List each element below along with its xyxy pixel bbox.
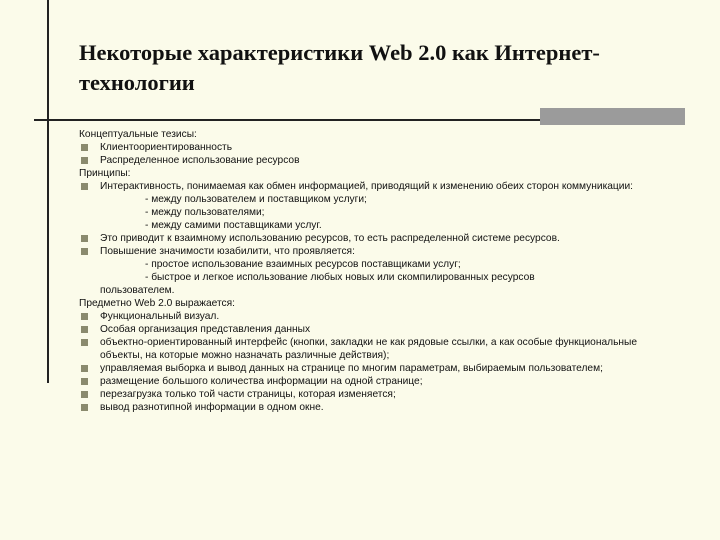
list-item	[79, 362, 679, 375]
square-bullet-icon	[81, 313, 88, 320]
list-item-text: размещение большого количества информации на одной странице;	[100, 376, 423, 387]
list-item-text: - между пользователем и поставщиком услуги;	[145, 194, 367, 205]
list-item	[79, 375, 679, 388]
sub-item	[79, 206, 679, 219]
slide-title-line-2: технологии	[79, 70, 195, 95]
list-item-text: - быстрое и легкое использование любых новых или скомпилированных ресурсов	[145, 272, 535, 283]
square-bullet-icon	[81, 235, 88, 242]
square-bullet-icon	[81, 339, 88, 346]
list-item	[79, 388, 679, 401]
list-item	[79, 323, 679, 336]
list-item-text: Предметно Web 2.0 выражается:	[79, 298, 235, 309]
list-item-continuation	[79, 284, 679, 297]
list-item-text: Повышение значимости юзабилити, что проявляется:	[100, 246, 355, 257]
slide-title	[79, 38, 679, 98]
list-item-text: Особая организация представления данных	[100, 324, 311, 335]
list-item-text: - простое использование взаимных ресурсов поставщиками услуг;	[145, 259, 461, 270]
square-bullet-icon	[81, 378, 88, 385]
list-item	[79, 336, 679, 362]
slide-title-line-1: Некоторые характеристики Web 2.0 как Интернет-	[79, 40, 600, 65]
list-item-text: управляемая выборка и вывод данных на странице по многим параметрам, выбираемым пользователем;	[100, 363, 603, 374]
title-underline-rule	[34, 119, 540, 121]
list-item-text: объектно-ориентированный интерфейс (кнопки, закладки не как рядовые ссылки, а как особые функциональные объекты, на которые можно назначать различные действия);	[100, 337, 637, 361]
square-bullet-icon	[81, 391, 88, 398]
square-bullet-icon	[81, 404, 88, 411]
sub-item	[79, 258, 679, 271]
section-heading	[79, 297, 679, 310]
sub-item	[79, 193, 679, 206]
list-item	[79, 180, 679, 193]
list-item-text: вывод разнотипной информации в одном окне.	[100, 402, 324, 413]
list-item	[79, 154, 679, 167]
list-item	[79, 401, 679, 414]
list-item-text: Это приводит к взаимному использованию ресурсов, то есть распределенной системе ресурсов.	[100, 233, 560, 244]
list-item-text: - между самими поставщиками услуг.	[145, 220, 322, 231]
list-item	[79, 141, 679, 154]
list-item	[79, 310, 679, 323]
list-item-text: - между пользователями;	[145, 207, 265, 218]
square-bullet-icon	[81, 144, 88, 151]
list-item	[79, 232, 679, 245]
list-item-text: Функциональный визуал.	[100, 311, 220, 322]
sub-item	[79, 219, 679, 232]
square-bullet-icon	[81, 365, 88, 372]
list-item-text: Концептуальные тезисы:	[79, 129, 197, 140]
sub-item	[79, 271, 679, 284]
section-heading	[79, 167, 679, 180]
list-item-text: Клиентоориентированность	[100, 142, 233, 153]
square-bullet-icon	[81, 326, 88, 333]
square-bullet-icon	[81, 157, 88, 164]
slide-body	[79, 128, 679, 414]
square-bullet-icon	[81, 183, 88, 190]
title-accent-block	[540, 108, 685, 125]
list-item-text: перезагрузка только той части страницы, которая изменяется;	[100, 389, 396, 400]
list-item-text: Интерактивность, понимаемая как обмен информацией, приводящий к изменению обеих сторон коммуникации:	[100, 181, 633, 192]
list-item-text: Принципы:	[79, 168, 131, 179]
square-bullet-icon	[81, 248, 88, 255]
list-item	[79, 245, 679, 258]
left-vertical-rule	[47, 0, 49, 383]
list-item-text: пользователем.	[100, 285, 175, 296]
list-item-text: Распределенное использование ресурсов	[100, 155, 300, 166]
section-heading	[79, 128, 679, 141]
